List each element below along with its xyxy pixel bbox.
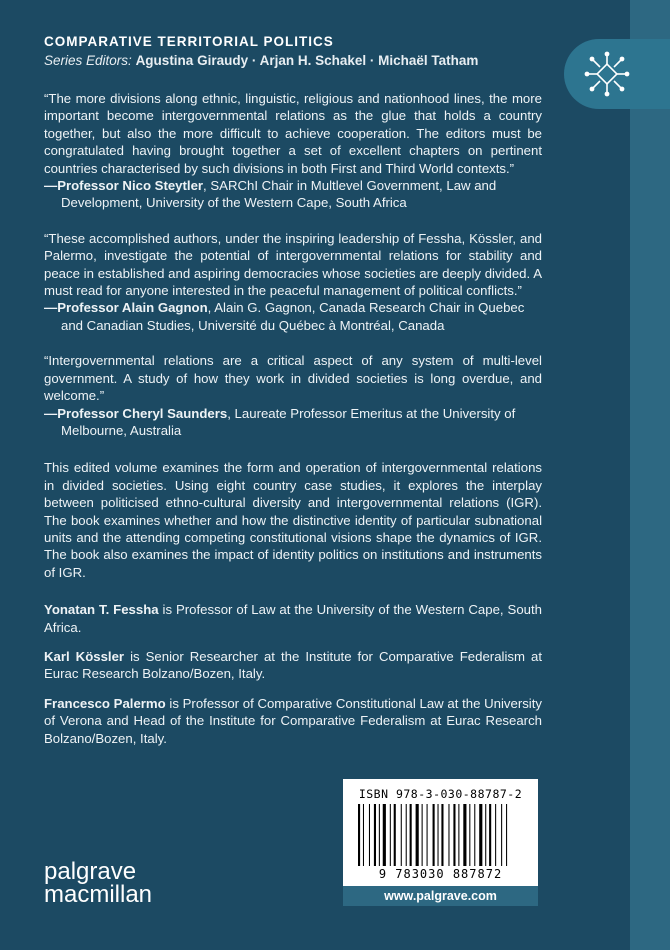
barcode-bar xyxy=(489,804,491,866)
barcode-bar xyxy=(479,804,482,866)
barcode-bar xyxy=(433,804,435,866)
editor-bio-text: is Senior Researcher at the Institute for Comparative Federalism at Eurac Research Bolzano/Bozen, Italy. xyxy=(44,648,542,682)
barcode-bar xyxy=(458,804,459,866)
barcode-bar xyxy=(416,804,419,866)
endorser-name: —Professor Nico Steytler xyxy=(44,178,204,194)
isbn-text: ISBN 978-3-030-88787-2 xyxy=(358,787,523,801)
endorser-affiliation: , Laureate Professor Emeritus at the University of Melbourne, Australia xyxy=(61,405,516,438)
barcode-digits: 9 783030 887872 xyxy=(378,867,503,881)
barcode-bar xyxy=(406,804,407,866)
publisher-name-line2: macmillan xyxy=(44,881,153,908)
barcode-bar xyxy=(506,804,507,866)
series-editors-names: Agustina Giraudy · Arjan H. Schakel · Michaël Tatham xyxy=(135,53,479,68)
editor-bio-text: is Professor of Comparative Constitutional Law at the University of Verona and Head of the Institute for Comparative Federalism at Eurac Research Bolzano/Bozen, Italy. xyxy=(44,695,542,746)
barcode-bar xyxy=(501,804,502,866)
series-editors-label: Series Editors: xyxy=(44,53,132,68)
book-description: This edited volume examines the form and operation of intergovernmental relations in divided societies. Using eight country case studies, it explores the interplay between politicised ethno-cultural diversity and intergovernmental relations (IGR). The book examines whether and how the distinctive identity of particular subnational units and the attending competing constitutional visions shape the dynamics of IGR. The book also examines the impact of identity politics on institutions and instruments of IGR. xyxy=(44,460,542,580)
barcode-bar xyxy=(358,804,360,866)
publisher-logo xyxy=(44,860,152,906)
series-editors xyxy=(44,53,478,68)
barcode-bar xyxy=(463,804,466,866)
endorsement-attribution xyxy=(44,299,542,334)
barcode-bar xyxy=(383,804,386,866)
editor-name: Francesco Palermo xyxy=(44,695,166,711)
endorser-name: —Professor Alain Gagnon xyxy=(44,300,208,316)
endorsement-quote: “The more divisions along ethnic, linguistic, religious and nationhood lines, the more important become intergovernmental relations as the glue that holds a country together, but also the more difficult to achieve cooperation. The editors must be congratulated having brought together a set of excellent chapters on pertinent countries characterised by such divisions in both First and Third World contexts.” xyxy=(44,91,542,176)
endorsement-quote: “Intergovernmental relations are a critical aspect of any system of multi-level government. A study of how they work in divided societies is long overdue, and welcome.” xyxy=(44,353,542,404)
editor-bio xyxy=(44,601,542,636)
editor-name: Karl Kössler xyxy=(44,648,125,664)
barcode-bar xyxy=(469,804,470,866)
publisher-name-line1: palgrave xyxy=(44,858,137,885)
barcode-bar xyxy=(422,804,423,866)
endorsement-attribution xyxy=(44,177,542,212)
barcode-bar xyxy=(427,804,428,866)
spine xyxy=(630,0,670,950)
endorsement-quote: “These accomplished authors, under the inspiring leadership of Fessha, Kössler, and Palermo, investigate the potential of intergovernmental relations for stability and peace in established and aspiring democracies whose societies are deeply divided. A must read for anyone interested in the peaceful management of political conflicts.” xyxy=(44,230,542,299)
barcode-bar xyxy=(453,804,455,866)
endorsement-attribution xyxy=(44,405,542,440)
barcode-bar xyxy=(374,804,376,866)
barcode-bar xyxy=(410,804,412,866)
network-node-icon xyxy=(582,49,632,99)
barcode-bar xyxy=(474,804,475,866)
barcode-bar xyxy=(441,804,443,866)
barcode-bar xyxy=(369,804,370,866)
editor-bio-text: is Professor of Law at the University of the Western Cape, South Africa. xyxy=(44,602,542,635)
endorser-affiliation: , SARChI Chair in Multlevel Government, Law and Development, University of the Western Cape, South Africa xyxy=(61,178,497,211)
barcode-bar xyxy=(495,804,496,866)
editor-name: Yonatan T. Fessha xyxy=(44,602,159,618)
barcode-bar xyxy=(438,804,439,866)
barcode-bars xyxy=(358,804,523,866)
barcode-bar xyxy=(485,804,486,866)
series-logo-badge xyxy=(564,39,670,109)
barcode-bar xyxy=(394,804,396,866)
barcode-bar xyxy=(401,804,402,866)
editor-bio xyxy=(44,695,542,747)
endorser-affiliation: , Alain G. Gagnon, Canada Research Chair in Quebec and Canadian Studies, Université du Québec à Montréal, Canada xyxy=(61,300,525,333)
barcode-bar xyxy=(379,804,380,866)
series-title: COMPARATIVE TERRITORIAL POLITICS xyxy=(44,34,334,49)
barcode-bar xyxy=(363,804,364,866)
endorser-name: —Professor Cheryl Saunders xyxy=(44,405,228,421)
barcode-bar xyxy=(448,804,449,866)
publisher-url[interactable]: www.palgrave.com xyxy=(343,886,538,906)
editor-bio xyxy=(44,648,542,683)
isbn-barcode xyxy=(343,779,538,886)
back-cover-text xyxy=(44,90,542,747)
barcode-bar xyxy=(390,804,391,866)
